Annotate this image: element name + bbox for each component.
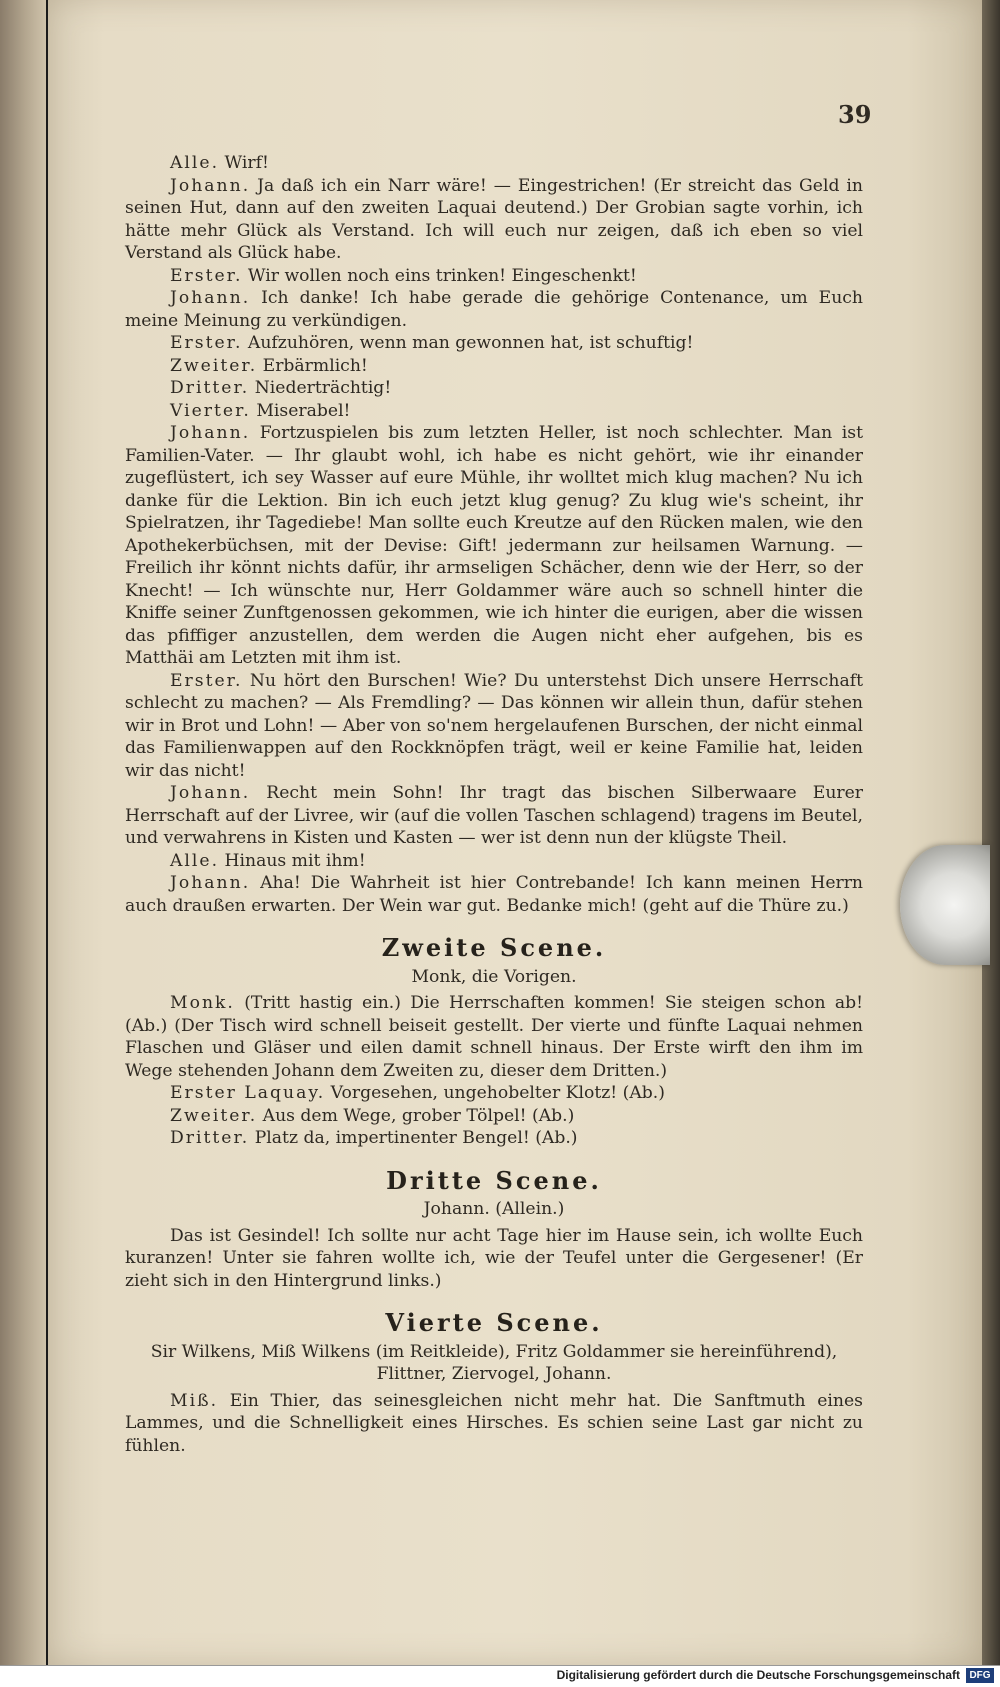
scene-heading-4: Vierte Scene. — [385, 1308, 603, 1337]
dialogue-paragraph — [125, 287, 863, 332]
speaker-name: Erster. — [170, 265, 243, 286]
page-number: 39 — [838, 100, 872, 129]
speaker-name: Alle. — [170, 153, 220, 173]
speaker-name: Miß. — [170, 1390, 219, 1411]
dialogue-text: Das ist Gesindel! Ich sollte nur acht Tage hier im Hause sein, ich wollte Euch kuranzen! Unter sie fahren wollte ich, wie der Teufel unter die Gergesener! (Er zieht sich in den Hintergrund links.) — [125, 1225, 863, 1291]
dialogue-paragraph — [125, 175, 863, 265]
speaker-name: Johann. — [170, 288, 251, 308]
scene-2-text — [125, 992, 863, 1150]
scene-4-text — [125, 1390, 863, 1458]
dialogue-text: Nu hört den Burschen! Wie? Du unterstehst Dich unsere Herrschaft schlecht zu machen? — Als Fremdling? — Das können wir allein thun, dafür stehen wir in Brot und Lohn! — Aber von so'nem hergelaufenen Burschen, der nicht einmal das Familienwappen auf den Rockknöpfen trägt, weil er keine Familie hat, leiden wir das nicht! — [125, 670, 863, 781]
page-edge-shadow — [982, 0, 1000, 1665]
speaker-name: Vierter. — [170, 400, 251, 421]
dialogue-text: Niederträchtig! — [249, 378, 392, 398]
dialogue-text: Recht mein Sohn! Ihr tragt das bischen Silberwaare Eurer Herrschaft auf der Livree, wir (auf die vollen Taschen schlagend) tragens im Beutel, und verwahrens in Kisten und Kasten — wer ist denn nun der klügste Theil. — [125, 783, 863, 848]
speaker-name: Johann. — [170, 873, 251, 893]
scene-cast-4: Sir Wilkens, Miß Wilkens (im Reitkleide), Fritz Goldammer sie hereinführend), Flittner, Ziervogel, Johann. — [150, 1341, 838, 1384]
speaker-name: Erster. — [170, 333, 243, 353]
dialogue-paragraph — [125, 332, 863, 355]
footer-bar — [0, 1665, 1000, 1687]
speaker-name: Zweiter. — [170, 355, 258, 376]
speaker-name: Johann. — [170, 423, 251, 443]
scene-heading-2: Zweite Scene. — [381, 933, 607, 962]
speaker-name: Erster. — [170, 670, 243, 691]
dialogue-text: Ich danke! Ich habe gerade die gehörige Contenance, um Euch meine Meinung zu verkündigen. — [125, 288, 863, 331]
scene-cast-2: Monk, die Vorigen. — [411, 966, 577, 987]
dialogue-paragraph — [125, 782, 863, 850]
dialogue-text: Aufzuhören, wenn man gewonnen hat, ist schuftig! — [242, 333, 694, 353]
scene-cast-3: Johann. (Allein.) — [423, 1199, 565, 1219]
dialogue-paragraph — [125, 992, 863, 1082]
dialogue-paragraph — [125, 355, 863, 378]
dialogue-paragraph — [125, 1225, 863, 1293]
dialogue-text: Fortzuspielen bis zum letzten Heller, ist noch schlechter. Man ist Familien-Vater. — Ihr glaubt wohl, ich habe es nicht gehört, wie ihr einander zugeflüstert, ich sey Wasser auf eure Mühle, ihr wolltet mich klug machen? Nu ich danke für die Lektion. Bin ich euch jetzt klug genug? Zu klug wie's scheint, ihr Spielratzen, ihr Tagediebe! Man sollte euch Kreutze auf den Rücken malen, wie den Apothekerbüchsen, mit der Devise: Gift! jedermann zur heilsamen Warnung. — Freilich ihr könnt nichts dafür, ihr armseligen Schächer, denn wie der Herr, so der Knecht! — Ich wünschte nur, Herr Goldammer wäre auch so schnell hinter die Kniffe seiner Zunftgenossen gekommen, wie ich hinter die eurigen, aber die wissen das pfiffiger anzustellen, dem werden die Augen nicht eher aufgehen, bis es Matthäi am Letzten mit ihm ist. — [125, 423, 863, 668]
dialogue-text: Platz da, impertinenter Bengel! (Ab.) — [249, 1128, 578, 1148]
dfg-logo: DFG — [966, 1668, 994, 1683]
dialogue-text: Erbärmlich! — [257, 355, 368, 376]
dialogue-paragraph — [125, 152, 863, 175]
dialogue-text: Aus dem Wege, grober Tölpel! (Ab.) — [257, 1105, 575, 1126]
dialogue-text: (Tritt hastig ein.) Die Herrschaften kommen! Sie steigen schon ab! (Ab.) (Der Tisch wird schnell beiseit gestellt. Der vierte und fünfte Laquai nehmen Flaschen und Gläser und eilen damit schnell hinaus. Der Erste wirft den ihm im Wege stehenden Johann dem Zweiten zu, dieser dem Dritten.) — [125, 993, 863, 1081]
speaker-name: Dritter. — [170, 1128, 250, 1148]
speaker-name: Alle. — [170, 850, 220, 871]
dialogue-text: Wirf! — [219, 153, 269, 173]
speaker-name: Johann. — [170, 175, 251, 196]
dialogue-paragraph — [125, 377, 863, 400]
dialogue-paragraph — [125, 400, 863, 423]
dialogue-paragraph — [125, 670, 863, 783]
speaker-name: Monk. — [170, 993, 235, 1013]
speaker-name: Dritter. — [170, 378, 250, 398]
dialogue-text: Hinaus mit ihm! — [219, 850, 366, 871]
page-text — [125, 152, 863, 1457]
footer-credit: Digitalisierung gefördert durch die Deutsche Forschungsgemeinschaft — [556, 1668, 960, 1682]
dialogue-paragraph — [125, 850, 863, 873]
speaker-name: Zweiter. — [170, 1105, 258, 1126]
dialogue-text: Ja daß ich ein Narr wäre! — Eingestrichen! (Er streicht das Geld in seinen Hut, dann auf den zweiten Laquai deutend.) Der Grobian sagte vorhin, ich hätte mehr Glück als Verstand. Ich will euch nur zeigen, daß ich eben so viel Verstand als Glück habe. — [125, 175, 863, 263]
dialogue-text: Aha! Die Wahrheit ist hier Contrebande! Ich kann meinen Herrn auch draußen erwarten. Der Wein war gut. Bedanke mich! (geht auf die Thüre zu.) — [125, 873, 863, 916]
page-clip — [900, 845, 990, 965]
dialogue-text: Ein Thier, das seinesgleichen nicht mehr hat. Die Sanftmuth eines Lammes, und die Schnelligkeit eines Hirsches. Es schien seine Last gar nicht zu fühlen. — [125, 1390, 863, 1456]
dialogue-paragraph — [125, 1127, 863, 1150]
scene-3-text — [125, 1225, 863, 1293]
speaker-name: Erster Laquay. — [170, 1083, 326, 1103]
dialogue-text: Vorgesehen, ungehobelter Klotz! (Ab.) — [325, 1083, 665, 1103]
dialogue-text: Wir wollen noch eins trinken! Eingeschenkt! — [242, 265, 637, 286]
dialogue-paragraph — [125, 265, 863, 288]
scene-continuation — [125, 152, 863, 917]
speaker-name: Johann. — [170, 783, 251, 803]
dialogue-paragraph — [125, 422, 863, 670]
dialogue-paragraph — [125, 1390, 863, 1458]
dialogue-paragraph — [125, 1105, 863, 1128]
dialogue-paragraph — [125, 1082, 863, 1105]
scene-heading-3: Dritte Scene. — [386, 1165, 602, 1195]
dialogue-paragraph — [125, 872, 863, 917]
previous-page-edge — [0, 0, 46, 1665]
dialogue-text: Miserabel! — [250, 400, 351, 421]
